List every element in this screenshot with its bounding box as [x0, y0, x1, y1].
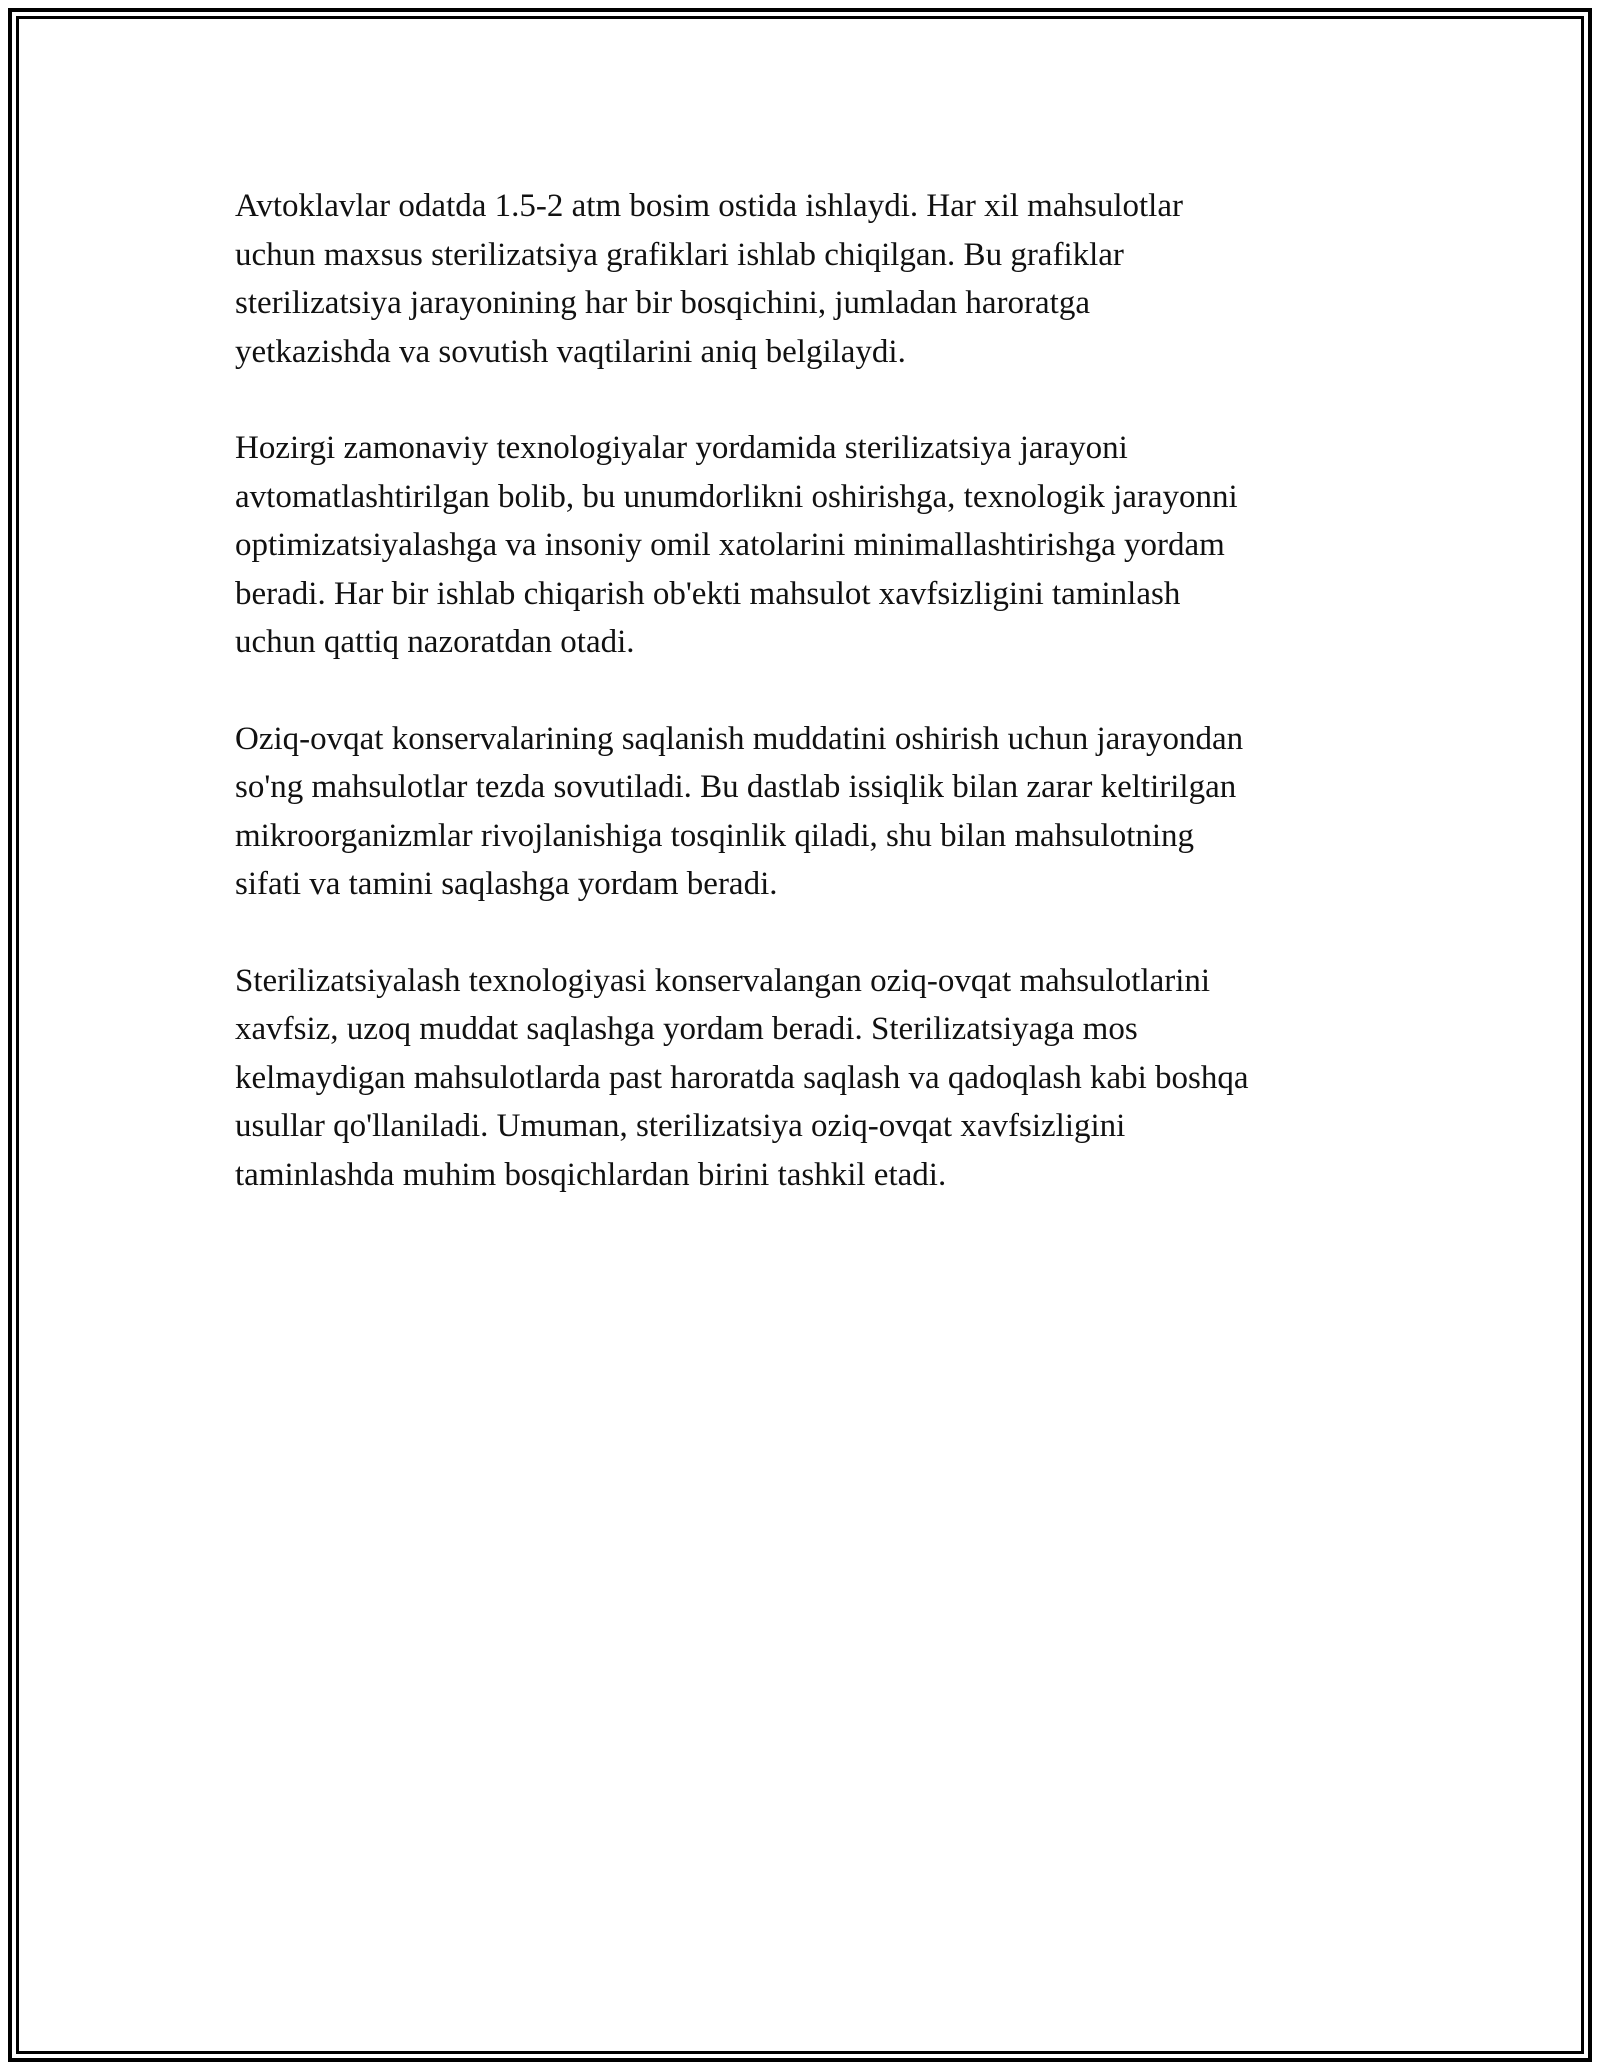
paragraph-line: optimizatsiyalashga va insoniy omil xatolarini minimallashtirishga yordam	[235, 527, 1225, 563]
paragraph-line: uchun qattiq nazoratdan otadi.	[235, 624, 635, 660]
paragraph-line: beradi. Har bir ishlab chiqarish ob'ekti mahsulot xavfsizligini taminlash	[235, 575, 1181, 612]
paragraph-line: mikroorganizmlar rivojlanishiga tosqinlik qiladi, shu bilan mahsulotning	[235, 817, 1195, 854]
paragraph-line: kelmaydigan mahsulotlarda past haroratda saqlash va qadoqlash kabi boshqa	[235, 1059, 1249, 1096]
paragraph-line: sterilizatsiya jarayonining har bir bosqichini, jumladan haroratga	[235, 285, 1090, 321]
paragraph-cooling	[235, 715, 1415, 909]
paragraph-line: uchun maxsus sterilizatsiya grafiklari ishlab chiqilgan. Bu grafiklar	[235, 236, 1124, 273]
paragraph-line: Hozirgi zamonaviy texnologiyalar yordamida sterilizatsiya jarayoni	[235, 430, 1128, 466]
paragraph-line: sifati va tamini saqlashga yordam beradi.	[235, 866, 778, 902]
paragraph-line: Avtoklavlar odatda 1.5-2 atm bosim ostida ishlaydi. Har xil mahsulotlar	[235, 188, 1183, 224]
document-body	[235, 182, 1415, 1247]
paragraph-line: so'ng mahsulotlar tezda sovutiladi. Bu dastlab issiqlik bilan zarar keltirilgan	[235, 769, 1237, 805]
paragraph-conclusion	[235, 957, 1415, 1200]
paragraph-line: xavfsiz, uzoq muddat saqlashga yordam beradi. Sterilizatsiyaga mos	[235, 1011, 1138, 1047]
paragraph-line: taminlashda muhim bosqichlardan birini tashkil etadi.	[235, 1156, 947, 1193]
paragraph-line: Sterilizatsiyalash texnologiyasi konservalangan oziq-ovqat mahsulotlarini	[235, 962, 1211, 999]
paragraph-line: avtomatlashtirilgan bolib, bu unumdorlikni oshirishga, texnologik jarayonni	[235, 478, 1238, 515]
paragraph-autoclaves	[235, 182, 1415, 376]
paragraph-automation	[235, 424, 1415, 667]
paragraph-line: usullar qo'llaniladi. Umuman, sterilizatsiya oziq-ovqat xavfsizligini	[235, 1108, 1126, 1144]
paragraph-line: Oziq-ovqat konservalarining saqlanish muddatini oshirish uchun jarayondan	[235, 720, 1244, 757]
paragraph-line: yetkazishda va sovutish vaqtilarini aniq belgilaydi.	[235, 333, 906, 370]
